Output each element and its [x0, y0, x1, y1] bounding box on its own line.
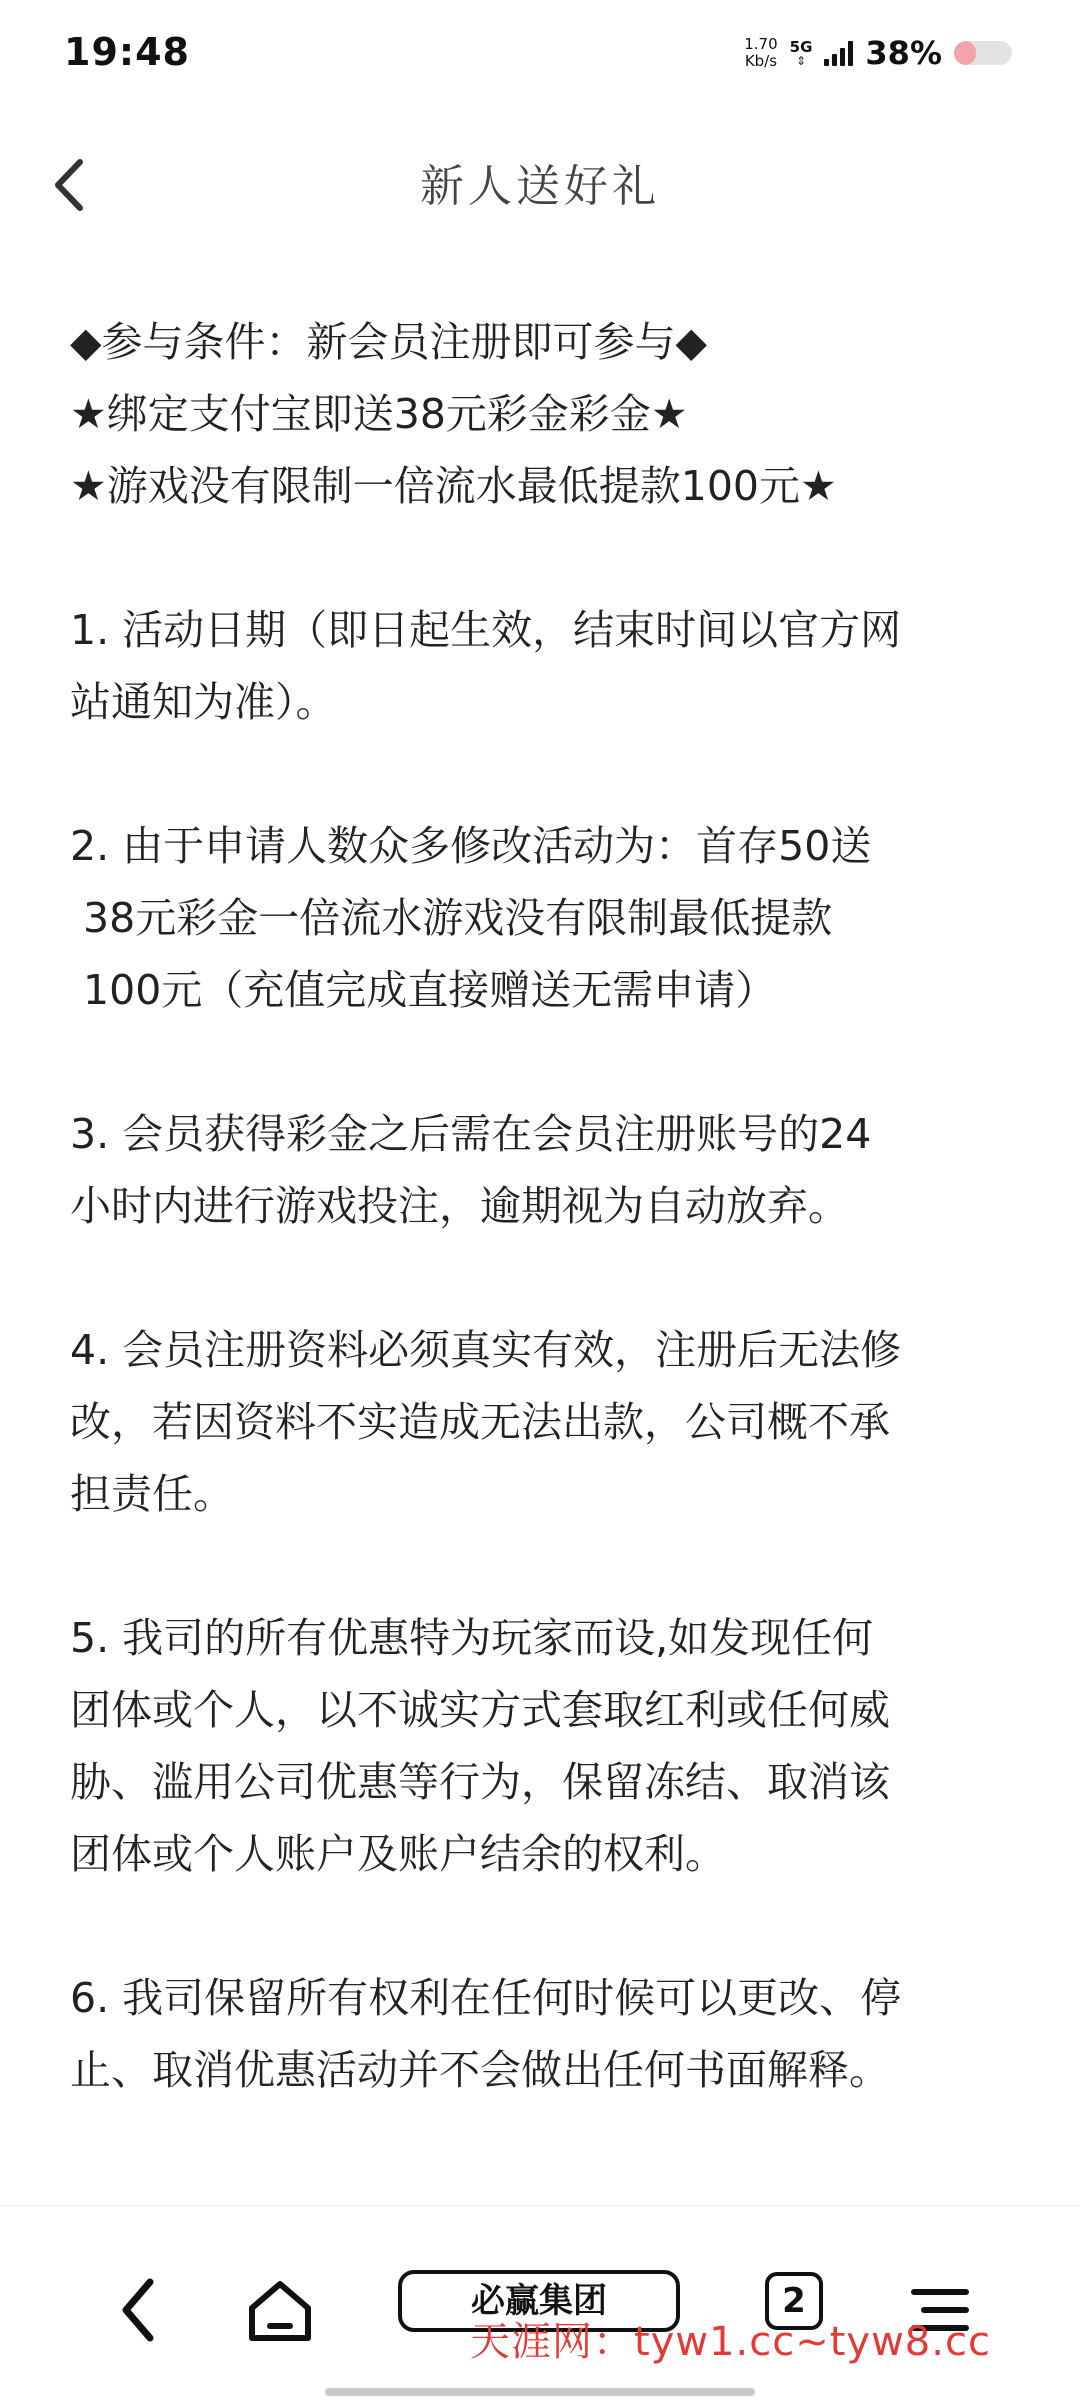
rule-line: 4. 会员注册资料必须真实有效，注册后无法修: [70, 1326, 902, 1374]
back-arrow-icon: [100, 2270, 180, 2350]
status-time: 19:48: [64, 30, 190, 74]
intro-line: ★游戏没有限制一倍流水最低提款100元★: [70, 462, 837, 510]
signal-icon: [824, 40, 853, 66]
rule-line: 小时内进行游戏投注，逾期视为自动放弃。: [70, 1182, 849, 1230]
rule-line: 团体或个人账户及账户结余的权利。: [70, 1830, 726, 1878]
intro-line: ◆参与条件：新会员注册即可参与◆: [70, 318, 708, 366]
intro-block: [70, 306, 1020, 522]
rule-line: 5. 我司的所有优惠特为玩家而设,如发现任何: [70, 1614, 874, 1662]
network-speed-value: 1.70: [744, 35, 778, 53]
network-5g-indicator: [789, 37, 813, 68]
network-speed-unit: Kb/s: [744, 52, 778, 70]
tabs-button[interactable]: 2: [765, 2272, 823, 2330]
data-arrows-icon: ⇕: [796, 53, 807, 68]
rule-item-6: [70, 1962, 1020, 2106]
battery-level-fill: [954, 41, 976, 65]
rule-line: 站通知为准）。: [70, 678, 337, 726]
battery-icon: [954, 41, 1012, 65]
rule-line: 1. 活动日期（即日起生效，结束时间以官方网: [70, 606, 902, 654]
browser-home-button[interactable]: [240, 2270, 320, 2350]
browser-back-button[interactable]: [100, 2270, 180, 2350]
rule-line: 胁、滥用公司优惠等行为，保留冻结、取消该: [70, 1758, 890, 1806]
rule-line: 38元彩金一倍流水游戏没有限制最低提款: [70, 894, 833, 942]
rule-item-2: [70, 810, 1020, 1026]
rule-item-3: [70, 1098, 1020, 1242]
rule-item-5: [70, 1602, 1020, 1890]
page-header: [0, 130, 1080, 240]
rule-line: 6. 我司保留所有权利在任何时候可以更改、停: [70, 1974, 902, 2022]
page-title: 新人送好礼: [420, 161, 660, 212]
promo-rules-content: [70, 306, 1020, 2106]
watermark-text: 天涯网：tyw1.cc~tyw8.cc: [470, 2319, 991, 2365]
rule-line: 担责任。: [70, 1470, 234, 1518]
network-speed: [744, 36, 777, 70]
rule-line: 改，若因资料不实造成无法出款，公司概不承: [70, 1398, 890, 1446]
status-bar: [0, 0, 1080, 110]
rule-line: 2. 由于申请人数众多修改活动为：首存50送: [70, 822, 872, 870]
rule-line: 3. 会员获得彩金之后需在会员注册账号的24: [70, 1110, 872, 1158]
home-indicator[interactable]: [325, 2388, 755, 2396]
status-icons: [744, 34, 1012, 72]
bottom-divider: [0, 2205, 1080, 2206]
network-type: 5G: [789, 37, 813, 56]
rule-item-1: [70, 594, 1020, 738]
rule-line: 止、取消优惠活动并不会做出任何书面解释。: [70, 2046, 890, 2094]
battery-percent: 38%: [865, 34, 942, 72]
home-icon: [240, 2270, 320, 2350]
rule-line: 100元（充值完成直接赠送无需申请）: [70, 966, 777, 1014]
rule-line: 团体或个人，以不诚实方式套取红利或任何威: [70, 1686, 890, 1734]
address-bar[interactable]: 必赢集团: [398, 2270, 680, 2332]
intro-line: ★绑定支付宝即送38元彩金彩金★: [70, 390, 688, 438]
rule-item-4: [70, 1314, 1020, 1530]
